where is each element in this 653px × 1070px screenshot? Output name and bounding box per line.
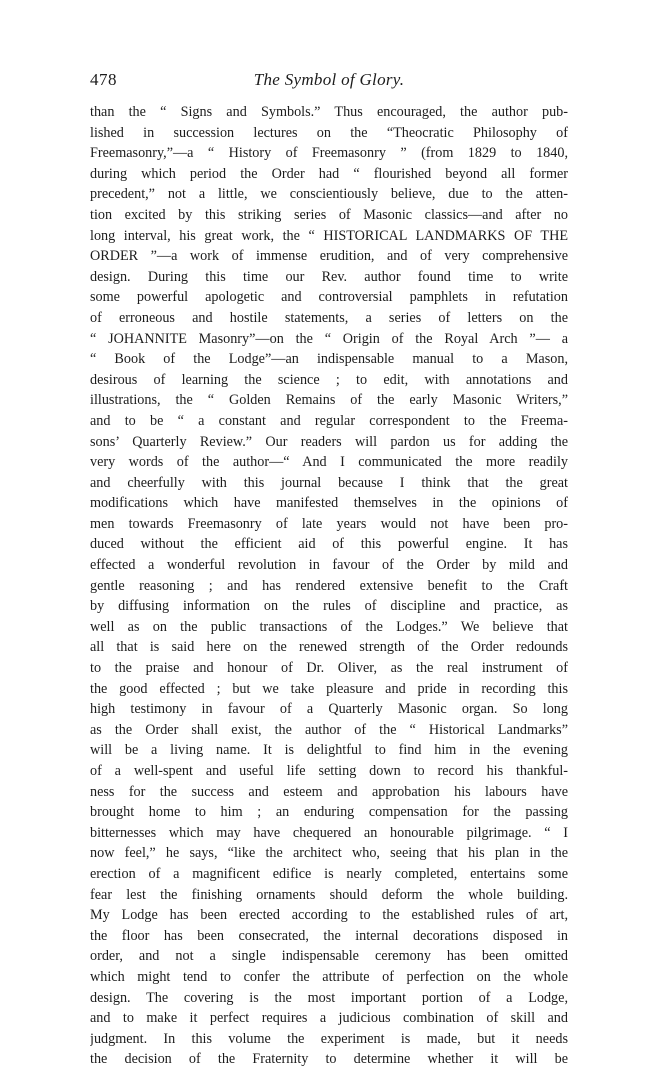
text-line: precedent,” not a little, we conscientiously believe, due to the atten-	[90, 186, 568, 203]
text-line: the good effected ; but we take pleasure and pride in recording this	[90, 680, 568, 697]
text-line: fear lest the finishing ornaments should deform the whole building.	[90, 886, 568, 903]
text-line: effected a wonderful revolution in favour of the Order by mild and	[90, 557, 568, 574]
page-number: 478	[90, 70, 117, 89]
text-line: all that is said here on the renewed strength of the Order redounds	[90, 639, 568, 656]
text-line: ORDER ”—a work of immense erudition, and of very comprehensive	[90, 248, 568, 265]
text-line: Freemasonry,”—a “ History of Freemasonry ” (from 1829 to 1840,	[90, 145, 568, 162]
text-line: and to make it perfect requires a judicious combination of skill and	[90, 1010, 568, 1027]
text-line: bitternesses which may have chequered an honourable pilgrimage. “ I	[90, 824, 568, 841]
text-line: order, and not a single indispensable ceremony has been omitted	[90, 948, 568, 965]
text-line: modifications which have manifested themselves in the opinions of	[90, 495, 568, 512]
text-line: the floor has been consecrated, the internal decorations disposed in	[90, 927, 568, 944]
text-line: long interval, his great work, the “ HISTORICAL LANDMARKS OF THE	[90, 227, 568, 244]
text-line: will be a living name. It is delightful to find him in the evening	[90, 742, 568, 759]
text-line: than the “ Signs and Symbols.” Thus encouraged, the author pub-	[90, 104, 568, 120]
page	[90, 70, 568, 1070]
body-text	[90, 102, 568, 1070]
text-line: “ Book of the Lodge”—an indispensable manual to a Mason,	[90, 351, 568, 368]
text-line: illustrations, the “ Golden Remains of the early Masonic Writers,”	[90, 392, 568, 409]
text-line: as the Order shall exist, the author of the “ Historical Landmarks”	[90, 721, 568, 738]
text-line: and cheerfully with this journal because I think that the great	[90, 474, 568, 491]
text-line: which might tend to confer the attribute of perfection on the whole	[90, 968, 568, 985]
text-line: design. During this time our Rev. author found time to write	[90, 268, 568, 285]
text-line: men towards Freemasonry of late years would not have been pro-	[90, 515, 568, 532]
text-line: sons’ Quarterly Review.” Our readers will pardon us for adding the	[90, 433, 568, 450]
text-line: now feel,” he says, “like the architect who, seeing that his plan in the	[90, 845, 568, 862]
text-line: of a well-spent and useful life setting down to record his thankful-	[90, 763, 568, 779]
text-line: during which period the Order had “ flourished beyond all former	[90, 165, 568, 182]
text-line: erection of a magnificent edifice is nearly completed, entertains some	[90, 865, 568, 882]
text-line: to the praise and honour of Dr. Oliver, as the real instrument of	[90, 660, 568, 677]
text-line: well as on the public transactions of the Lodges.” We believe that	[90, 618, 568, 635]
text-line: by diffusing information on the rules of discipline and practice, as	[90, 598, 568, 615]
text-line: very words of the author—“ And I communicated the more readily	[90, 454, 568, 471]
text-line: judgment. In this volume the experiment is made, but it needs	[90, 1030, 568, 1047]
text-line: the decision of the Fraternity to determine whether it will be	[90, 1051, 568, 1068]
text-line: and to be “ a constant and regular correspondent to the Freema-	[90, 412, 568, 429]
text-line: of erroneous and hostile statements, a series of letters on the	[90, 309, 568, 326]
page-header	[90, 70, 568, 96]
text-line: high testimony in favour of a Quarterly Masonic organ. So long	[90, 701, 568, 718]
text-line: gentle reasoning ; and has rendered extensive benefit to the Craft	[90, 577, 568, 594]
text-line: design. The covering is the most important portion of a Lodge,	[90, 989, 568, 1006]
text-line: ness for the success and esteem and approbation his labours have	[90, 783, 568, 800]
text-line: desirous of learning the science ; to edit, with annotations and	[90, 371, 568, 388]
text-line: some powerful apologetic and controversial pamphlets in refutation	[90, 289, 568, 306]
text-line: “ JOHANNITE Masonry”—on the “ Origin of the Royal Arch ”— a	[90, 330, 568, 347]
text-line: duced without the efficient aid of this powerful engine. It has	[90, 536, 568, 553]
text-line: My Lodge has been erected according to the established rules of art,	[90, 907, 568, 924]
text-line: tion excited by this striking series of Masonic classics—and after no	[90, 206, 568, 223]
text-line: brought home to him ; an enduring compensation for the passing	[90, 804, 568, 821]
running-title: The Symbol of Glory.	[253, 70, 405, 89]
text-line: lished in succession lectures on the “Theocratic Philosophy of	[90, 124, 568, 141]
